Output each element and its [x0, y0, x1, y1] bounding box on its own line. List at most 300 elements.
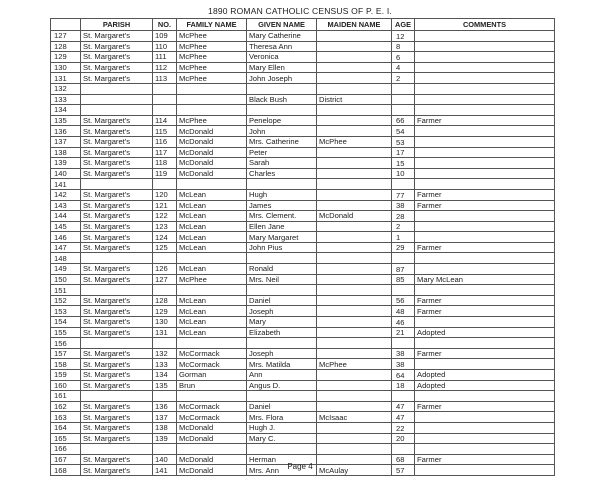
maiden-name-cell [317, 253, 392, 264]
no-cell: 132 [153, 348, 177, 359]
given-name-cell: Charles [247, 168, 317, 179]
given-name-cell: John [247, 126, 317, 137]
comments-cell: Adopted [415, 370, 555, 381]
comments-cell [415, 317, 555, 328]
table-row [51, 136, 555, 147]
row-number: 144 [51, 211, 81, 222]
family-name-cell: McDonald [177, 158, 247, 169]
given-name-cell: Herman [247, 454, 317, 465]
row-number: 147 [51, 242, 81, 253]
header-comments: COMMENTS [415, 19, 555, 31]
parish-cell: St. Margaret's [81, 401, 153, 412]
family-name-cell [177, 105, 247, 116]
age-cell: 6 [392, 52, 415, 63]
comments-cell [415, 412, 555, 423]
family-name-cell: McPhee [177, 41, 247, 52]
no-cell [153, 94, 177, 105]
age-cell: 56 [392, 295, 415, 306]
parish-cell [81, 179, 153, 190]
family-name-cell [177, 94, 247, 105]
maiden-name-cell [317, 73, 392, 84]
row-number: 137 [51, 136, 81, 147]
row-number: 130 [51, 62, 81, 73]
comments-cell: Adopted [415, 380, 555, 391]
age-cell: 64 [392, 370, 415, 381]
parish-cell: St. Margaret's [81, 221, 153, 232]
table-row [51, 433, 555, 444]
given-name-cell: Sarah [247, 158, 317, 169]
row-number: 161 [51, 391, 81, 402]
age-cell: 10 [392, 168, 415, 179]
maiden-name-cell: McPhee [317, 359, 392, 370]
no-cell: 119 [153, 168, 177, 179]
given-name-cell [247, 179, 317, 190]
parish-cell [81, 444, 153, 455]
maiden-name-cell [317, 147, 392, 158]
age-cell: 8 [392, 41, 415, 52]
table-row [51, 370, 555, 381]
age-cell: 21 [392, 327, 415, 338]
given-name-cell: Elizabeth [247, 327, 317, 338]
parish-cell: St. Margaret's [81, 295, 153, 306]
row-number: 159 [51, 370, 81, 381]
maiden-name-cell [317, 306, 392, 317]
age-cell: 22 [392, 422, 415, 433]
table-row [51, 31, 555, 42]
header-maiden-name: MAIDEN NAME [317, 19, 392, 31]
table-row [51, 211, 555, 222]
parish-cell: St. Margaret's [81, 31, 153, 42]
table-row [51, 327, 555, 338]
page-title: 1890 ROMAN CATHOLIC CENSUS OF P. E. I. [208, 6, 392, 16]
family-name-cell: McLean [177, 295, 247, 306]
family-name-cell [177, 391, 247, 402]
family-name-cell: McPhee [177, 115, 247, 126]
age-cell [392, 253, 415, 264]
comments-cell: Farmer [415, 200, 555, 211]
parish-cell: St. Margaret's [81, 274, 153, 285]
parish-cell: St. Margaret's [81, 242, 153, 253]
given-name-cell [247, 338, 317, 349]
family-name-cell [177, 253, 247, 264]
age-cell: 38 [392, 359, 415, 370]
table-row [51, 41, 555, 52]
given-name-cell: Mrs. Matilda [247, 359, 317, 370]
comments-cell [415, 433, 555, 444]
comments-cell [415, 285, 555, 296]
row-number: 141 [51, 179, 81, 190]
maiden-name-cell [317, 62, 392, 73]
no-cell: 123 [153, 221, 177, 232]
comments-cell [415, 221, 555, 232]
age-cell: 1 [392, 232, 415, 243]
census-body [51, 31, 555, 476]
row-number: 138 [51, 147, 81, 158]
row-number: 156 [51, 338, 81, 349]
maiden-name-cell: McIsaac [317, 412, 392, 423]
family-name-cell: McLean [177, 306, 247, 317]
parish-cell: St. Margaret's [81, 62, 153, 73]
maiden-name-cell [317, 105, 392, 116]
no-cell: 109 [153, 31, 177, 42]
parish-cell: St. Margaret's [81, 306, 153, 317]
parish-cell: St. Margaret's [81, 147, 153, 158]
no-cell: 112 [153, 62, 177, 73]
table-row [51, 200, 555, 211]
row-number: 157 [51, 348, 81, 359]
no-cell [153, 285, 177, 296]
parish-cell: St. Margaret's [81, 264, 153, 275]
comments-cell: Farmer [415, 295, 555, 306]
parish-cell [81, 285, 153, 296]
given-name-cell: Mary C. [247, 433, 317, 444]
given-name-cell: James [247, 200, 317, 211]
family-name-cell: McLean [177, 200, 247, 211]
family-name-cell [177, 338, 247, 349]
parish-cell: St. Margaret's [81, 126, 153, 137]
no-cell: 137 [153, 412, 177, 423]
no-cell [153, 179, 177, 190]
comments-cell: Adopted [415, 327, 555, 338]
no-cell: 140 [153, 454, 177, 465]
family-name-cell: McLean [177, 317, 247, 328]
age-cell: 15 [392, 158, 415, 169]
table-row [51, 126, 555, 137]
comments-cell [415, 359, 555, 370]
parish-cell: St. Margaret's [81, 465, 153, 476]
no-cell: 136 [153, 401, 177, 412]
comments-cell [415, 83, 555, 94]
maiden-name-cell [317, 338, 392, 349]
row-number: 168 [51, 465, 81, 476]
given-name-cell: Mrs. Neil [247, 274, 317, 285]
table-row [51, 147, 555, 158]
row-number: 164 [51, 422, 81, 433]
no-cell: 114 [153, 115, 177, 126]
parish-cell [81, 94, 153, 105]
comments-cell: Farmer [415, 306, 555, 317]
no-cell: 130 [153, 317, 177, 328]
given-name-cell: Peter [247, 147, 317, 158]
no-cell: 117 [153, 147, 177, 158]
maiden-name-cell [317, 422, 392, 433]
maiden-name-cell [317, 83, 392, 94]
table-row [51, 73, 555, 84]
family-name-cell: McDonald [177, 126, 247, 137]
table-row [51, 189, 555, 200]
header-given-name: GIVEN NAME [247, 19, 317, 31]
header-age: AGE [392, 19, 415, 31]
family-name-cell: Brun [177, 380, 247, 391]
age-cell: 48 [392, 306, 415, 317]
age-cell: 66 [392, 115, 415, 126]
age-cell [392, 83, 415, 94]
parish-cell: St. Margaret's [81, 422, 153, 433]
row-number: 149 [51, 264, 81, 275]
maiden-name-cell [317, 200, 392, 211]
maiden-name-cell [317, 327, 392, 338]
age-cell: 47 [392, 412, 415, 423]
family-name-cell: McDonald [177, 465, 247, 476]
given-name-cell: Black Bush [247, 94, 317, 105]
parish-cell [81, 391, 153, 402]
family-name-cell: McCormack [177, 401, 247, 412]
comments-cell [415, 31, 555, 42]
comments-cell [415, 422, 555, 433]
parish-cell: St. Margaret's [81, 168, 153, 179]
age-cell [392, 444, 415, 455]
comments-cell [415, 168, 555, 179]
maiden-name-cell: McPhee [317, 136, 392, 147]
family-name-cell [177, 444, 247, 455]
table-row [51, 317, 555, 328]
maiden-name-cell [317, 126, 392, 137]
comments-cell [415, 62, 555, 73]
family-name-cell: McLean [177, 189, 247, 200]
given-name-cell: Angus D. [247, 380, 317, 391]
table-row [51, 444, 555, 455]
table-row [51, 94, 555, 105]
comments-cell [415, 41, 555, 52]
no-cell [153, 253, 177, 264]
given-name-cell: Ellen Jane [247, 221, 317, 232]
no-cell [153, 338, 177, 349]
maiden-name-cell [317, 317, 392, 328]
no-cell: 125 [153, 242, 177, 253]
age-cell: 2 [392, 221, 415, 232]
comments-cell: Farmer [415, 242, 555, 253]
parish-cell: St. Margaret's [81, 211, 153, 222]
family-name-cell: McLean [177, 232, 247, 243]
maiden-name-cell [317, 401, 392, 412]
parish-cell: St. Margaret's [81, 136, 153, 147]
comments-cell [415, 338, 555, 349]
table-row [51, 52, 555, 63]
row-number: 136 [51, 126, 81, 137]
family-name-cell: McPhee [177, 52, 247, 63]
row-number: 163 [51, 412, 81, 423]
family-name-cell: McPhee [177, 62, 247, 73]
parish-cell: St. Margaret's [81, 115, 153, 126]
table-row [51, 232, 555, 243]
no-cell: 113 [153, 73, 177, 84]
given-name-cell: Joseph [247, 348, 317, 359]
row-number: 167 [51, 454, 81, 465]
no-cell: 110 [153, 41, 177, 52]
given-name-cell: Mary Ellen [247, 62, 317, 73]
parish-cell: St. Margaret's [81, 380, 153, 391]
no-cell: 128 [153, 295, 177, 306]
parish-cell: St. Margaret's [81, 200, 153, 211]
parish-cell: St. Margaret's [81, 327, 153, 338]
parish-cell [81, 83, 153, 94]
table-row [51, 422, 555, 433]
table-row [51, 412, 555, 423]
no-cell: 122 [153, 211, 177, 222]
family-name-cell: McDonald [177, 136, 247, 147]
age-cell: 17 [392, 147, 415, 158]
given-name-cell: Ronald [247, 264, 317, 275]
no-cell: 126 [153, 264, 177, 275]
comments-cell [415, 158, 555, 169]
given-name-cell: Mary [247, 317, 317, 328]
maiden-name-cell [317, 179, 392, 190]
row-number: 152 [51, 295, 81, 306]
parish-cell: St. Margaret's [81, 232, 153, 243]
row-number: 127 [51, 31, 81, 42]
parish-cell: St. Margaret's [81, 412, 153, 423]
age-cell [392, 179, 415, 190]
comments-cell: Farmer [415, 454, 555, 465]
row-number: 154 [51, 317, 81, 328]
maiden-name-cell [317, 232, 392, 243]
family-name-cell: McDonald [177, 422, 247, 433]
age-cell: 46 [392, 317, 415, 328]
no-cell: 141 [153, 465, 177, 476]
row-number: 148 [51, 253, 81, 264]
maiden-name-cell [317, 221, 392, 232]
comments-cell: Farmer [415, 115, 555, 126]
maiden-name-cell [317, 189, 392, 200]
maiden-name-cell [317, 274, 392, 285]
no-cell: 120 [153, 189, 177, 200]
maiden-name-cell [317, 433, 392, 444]
no-cell: 127 [153, 274, 177, 285]
parish-cell: St. Margaret's [81, 158, 153, 169]
no-cell: 129 [153, 306, 177, 317]
family-name-cell: McLean [177, 264, 247, 275]
parish-cell: St. Margaret's [81, 73, 153, 84]
row-number: 128 [51, 41, 81, 52]
table-row [51, 285, 555, 296]
family-name-cell: McDonald [177, 147, 247, 158]
given-name-cell: Mary Margaret [247, 232, 317, 243]
age-cell: 12 [392, 31, 415, 42]
given-name-cell: Theresa Ann [247, 41, 317, 52]
parish-cell [81, 105, 153, 116]
maiden-name-cell [317, 285, 392, 296]
given-name-cell: Joseph [247, 306, 317, 317]
comments-cell [415, 94, 555, 105]
age-cell [392, 338, 415, 349]
table-row [51, 295, 555, 306]
age-cell: 87 [392, 264, 415, 275]
age-cell: 4 [392, 62, 415, 73]
header-parish: PARISH [81, 19, 153, 31]
given-name-cell [247, 391, 317, 402]
no-cell [153, 83, 177, 94]
row-number: 155 [51, 327, 81, 338]
family-name-cell: McPhee [177, 31, 247, 42]
row-number: 158 [51, 359, 81, 370]
comments-cell [415, 253, 555, 264]
parish-cell: St. Margaret's [81, 41, 153, 52]
comments-cell [415, 211, 555, 222]
table-row [51, 348, 555, 359]
family-name-cell: McCormack [177, 359, 247, 370]
table-row [51, 380, 555, 391]
given-name-cell: Mrs. Clement. [247, 211, 317, 222]
age-cell [392, 391, 415, 402]
given-name-cell: Mrs. Flora [247, 412, 317, 423]
age-cell [392, 94, 415, 105]
age-cell: 38 [392, 200, 415, 211]
age-cell: 68 [392, 454, 415, 465]
family-name-cell: McLean [177, 211, 247, 222]
row-number: 134 [51, 105, 81, 116]
family-name-cell: McCormack [177, 412, 247, 423]
parish-cell: St. Margaret's [81, 348, 153, 359]
given-name-cell: Daniel [247, 295, 317, 306]
parish-cell: St. Margaret's [81, 433, 153, 444]
age-cell: 38 [392, 348, 415, 359]
maiden-name-cell [317, 52, 392, 63]
row-number: 166 [51, 444, 81, 455]
given-name-cell: Veronica [247, 52, 317, 63]
no-cell: 139 [153, 433, 177, 444]
maiden-name-cell [317, 264, 392, 275]
table-row [51, 179, 555, 190]
table-row [51, 253, 555, 264]
family-name-cell: McLean [177, 221, 247, 232]
no-cell: 111 [153, 52, 177, 63]
parish-cell: St. Margaret's [81, 359, 153, 370]
maiden-name-cell [317, 168, 392, 179]
row-number: 143 [51, 200, 81, 211]
table-row [51, 274, 555, 285]
table-row [51, 158, 555, 169]
family-name-cell: McDonald [177, 454, 247, 465]
comments-cell [415, 52, 555, 63]
comments-cell [415, 136, 555, 147]
maiden-name-cell [317, 370, 392, 381]
row-number: 131 [51, 73, 81, 84]
age-cell: 53 [392, 136, 415, 147]
parish-cell: St. Margaret's [81, 189, 153, 200]
age-cell: 28 [392, 211, 415, 222]
maiden-name-cell [317, 444, 392, 455]
row-number: 146 [51, 232, 81, 243]
row-number: 150 [51, 274, 81, 285]
parish-cell: St. Margaret's [81, 52, 153, 63]
comments-cell [415, 179, 555, 190]
no-cell: 134 [153, 370, 177, 381]
row-number: 165 [51, 433, 81, 444]
table-row [51, 391, 555, 402]
family-name-cell: McDonald [177, 433, 247, 444]
maiden-name-cell: McDonald [317, 211, 392, 222]
family-name-cell: McLean [177, 242, 247, 253]
age-cell [392, 285, 415, 296]
no-cell: 115 [153, 126, 177, 137]
row-number: 162 [51, 401, 81, 412]
header-row [51, 19, 555, 31]
table-row [51, 168, 555, 179]
row-number: 129 [51, 52, 81, 63]
no-cell: 124 [153, 232, 177, 243]
maiden-name-cell [317, 380, 392, 391]
row-number: 132 [51, 83, 81, 94]
parish-cell: St. Margaret's [81, 317, 153, 328]
no-cell: 121 [153, 200, 177, 211]
row-number: 145 [51, 221, 81, 232]
family-name-cell: McCormack [177, 348, 247, 359]
maiden-name-cell [317, 348, 392, 359]
comments-cell [415, 391, 555, 402]
parish-cell: St. Margaret's [81, 454, 153, 465]
family-name-cell: McLean [177, 327, 247, 338]
comments-cell [415, 264, 555, 275]
